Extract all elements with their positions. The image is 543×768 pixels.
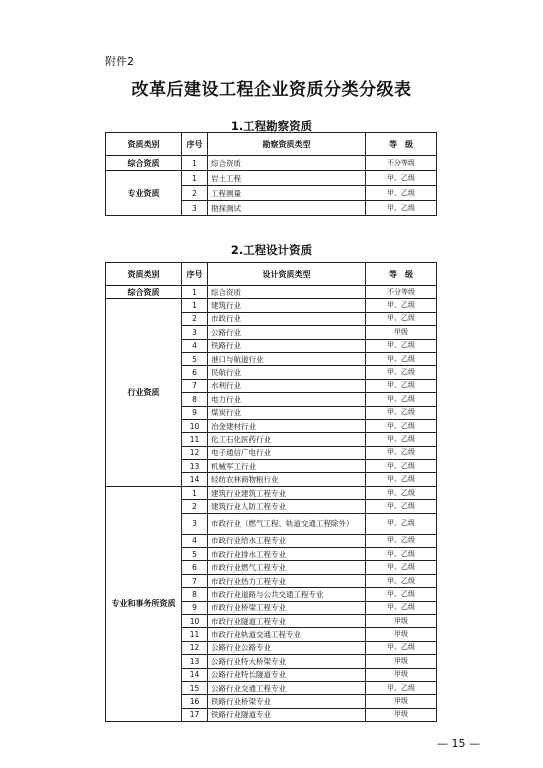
type-cell: 综合资质 <box>208 156 366 171</box>
number-cell: 10 <box>182 614 208 627</box>
grade-cell: 甲、乙级 <box>366 473 437 486</box>
type-cell: 建筑行业人防工程专业 <box>208 500 366 513</box>
grade-cell: 甲、乙级 <box>366 500 437 513</box>
type-cell: 轻纺农林商物粮行业 <box>208 473 366 486</box>
grade-cell: 甲级 <box>366 655 437 668</box>
grade-cell: 甲、乙级 <box>366 561 437 574</box>
type-cell: 勘探测试 <box>208 201 366 216</box>
number-cell: 14 <box>182 473 208 486</box>
type-cell: 市政行业道路与公共交通工程专业 <box>208 588 366 601</box>
type-cell: 市政行业轨道交通工程专业 <box>208 628 366 641</box>
type-cell: 公路行业特大桥梁专业 <box>208 655 366 668</box>
grade-cell: 甲、乙级 <box>366 588 437 601</box>
number-cell: 13 <box>182 655 208 668</box>
type-cell: 化工石化医药行业 <box>208 433 366 446</box>
type-cell: 岩土工程 <box>208 171 366 186</box>
number-cell: 6 <box>182 366 208 379</box>
column-header-number: 序号 <box>182 133 208 156</box>
grade-cell: 甲、乙级 <box>366 534 437 547</box>
document-title: 改革后建设工程企业资质分类分级表 <box>131 80 412 100</box>
number-cell: 4 <box>182 534 208 547</box>
type-cell: 电力行业 <box>208 393 366 406</box>
number-cell: 3 <box>182 201 208 216</box>
type-cell: 公路行业交通工程专业 <box>208 681 366 694</box>
number-cell: 8 <box>182 588 208 601</box>
number-cell: 1 <box>182 171 208 186</box>
number-cell: 9 <box>182 406 208 419</box>
number-cell: 8 <box>182 393 208 406</box>
number-cell: 7 <box>182 574 208 587</box>
grade-cell: 甲、乙级 <box>366 574 437 587</box>
number-cell: 11 <box>182 433 208 446</box>
grade-cell: 甲级 <box>366 614 437 627</box>
grade-cell: 甲、乙级 <box>366 681 437 694</box>
grade-cell: 不分等级 <box>366 156 437 171</box>
grade-cell: 甲、乙级 <box>366 339 437 352</box>
grade-cell: 甲级 <box>366 708 437 721</box>
number-cell: 7 <box>182 379 208 392</box>
grade-cell: 甲、乙级 <box>366 433 437 446</box>
category-cell: 综合资质 <box>106 156 182 171</box>
column-header-grade: 等 级 <box>366 133 437 156</box>
column-header-category: 资质类别 <box>106 263 182 286</box>
category-cell: 专业资质 <box>106 171 182 216</box>
grade-cell: 甲级 <box>366 326 437 339</box>
grade-cell: 不分等级 <box>366 286 437 299</box>
grade-cell: 甲、乙级 <box>366 299 437 312</box>
grade-cell: 甲、乙级 <box>366 201 437 216</box>
table-row <box>106 486 437 499</box>
number-cell: 17 <box>182 708 208 721</box>
number-cell: 2 <box>182 186 208 201</box>
type-cell: 煤炭行业 <box>208 406 366 419</box>
grade-cell: 甲、乙级 <box>366 379 437 392</box>
grade-cell: 甲、乙级 <box>366 186 437 201</box>
type-cell: 铁路行业 <box>208 339 366 352</box>
column-header-type: 勘察资质类型 <box>208 133 366 156</box>
category-cell: 行业资质 <box>106 299 182 486</box>
type-cell: 建筑行业 <box>208 299 366 312</box>
number-cell: 16 <box>182 695 208 708</box>
grade-cell: 甲、乙级 <box>366 548 437 561</box>
table-row <box>106 171 437 186</box>
design-section-heading: 2.工程设计资质 <box>230 243 313 257</box>
column-header-category: 资质类别 <box>106 133 182 156</box>
type-cell: 市政行业热力工程专业 <box>208 574 366 587</box>
grade-cell: 甲、乙级 <box>366 406 437 419</box>
type-cell: 电子通信广电行业 <box>208 446 366 459</box>
grade-cell: 甲、乙级 <box>366 312 437 325</box>
type-cell: 市政行业桥梁工程专业 <box>208 601 366 614</box>
number-cell: 12 <box>182 446 208 459</box>
grade-cell: 甲级 <box>366 695 437 708</box>
page-number: — 15 — <box>437 737 480 750</box>
type-cell: 冶金建材行业 <box>208 419 366 432</box>
grade-cell: 甲级 <box>366 668 437 681</box>
survey-section-heading: 1.工程勘察资质 <box>230 119 313 133</box>
number-cell: 10 <box>182 419 208 432</box>
type-cell: 铁路行业隧道专业 <box>208 708 366 721</box>
column-header-grade: 等 级 <box>366 263 437 286</box>
number-cell: 2 <box>182 312 208 325</box>
number-cell: 2 <box>182 500 208 513</box>
number-cell: 14 <box>182 668 208 681</box>
grade-cell: 甲、乙级 <box>366 641 437 654</box>
column-header-number: 序号 <box>182 263 208 286</box>
table-row <box>106 156 437 171</box>
type-cell: 公路行业特长隧道专业 <box>208 668 366 681</box>
type-cell: 公路行业 <box>208 326 366 339</box>
number-cell: 13 <box>182 460 208 473</box>
type-cell: 公路行业公路专业 <box>208 641 366 654</box>
design-qualification-table <box>105 262 437 722</box>
grade-cell: 甲、乙级 <box>366 460 437 473</box>
type-cell: 铁路行业桥梁专业 <box>208 695 366 708</box>
type-cell: 市政行业隧道工程专业 <box>208 614 366 627</box>
number-cell: 6 <box>182 561 208 574</box>
number-cell: 1 <box>182 156 208 171</box>
type-cell: 市政行业（燃气工程、轨道交通工程除外） <box>208 513 366 534</box>
type-cell: 市政行业排水工程专业 <box>208 548 366 561</box>
number-cell: 3 <box>182 513 208 534</box>
type-cell: 水利行业 <box>208 379 366 392</box>
type-cell: 市政行业给水工程专业 <box>208 534 366 547</box>
number-cell: 1 <box>182 299 208 312</box>
number-cell: 5 <box>182 548 208 561</box>
grade-cell: 甲、乙级 <box>366 352 437 365</box>
grade-cell: 甲级 <box>366 628 437 641</box>
grade-cell: 甲、乙级 <box>366 419 437 432</box>
type-cell: 综合资质 <box>208 286 366 299</box>
number-cell: 5 <box>182 352 208 365</box>
table-row <box>106 286 437 299</box>
type-cell: 机械军工行业 <box>208 460 366 473</box>
number-cell: 1 <box>182 486 208 499</box>
survey-qualification-table <box>105 132 437 216</box>
type-cell: 建筑行业建筑工程专业 <box>208 486 366 499</box>
grade-cell: 甲、乙级 <box>366 446 437 459</box>
grade-cell: 甲、乙级 <box>366 366 437 379</box>
grade-cell: 甲、乙级 <box>366 486 437 499</box>
type-cell: 民航行业 <box>208 366 366 379</box>
number-cell: 4 <box>182 339 208 352</box>
column-header-type: 设计资质类型 <box>208 263 366 286</box>
grade-cell: 甲、乙级 <box>366 513 437 534</box>
type-cell: 港口与航道行业 <box>208 352 366 365</box>
number-cell: 1 <box>182 286 208 299</box>
type-cell: 市政行业燃气工程专业 <box>208 561 366 574</box>
type-cell: 工程测量 <box>208 186 366 201</box>
table-row <box>106 299 437 312</box>
number-cell: 3 <box>182 326 208 339</box>
category-cell: 专业和事务所资质 <box>106 486 182 721</box>
type-cell: 市政行业 <box>208 312 366 325</box>
grade-cell: 甲、乙级 <box>366 171 437 186</box>
number-cell: 9 <box>182 601 208 614</box>
number-cell: 11 <box>182 628 208 641</box>
grade-cell: 甲、乙级 <box>366 601 437 614</box>
attachment-label: 附件2 <box>105 55 134 68</box>
number-cell: 15 <box>182 681 208 694</box>
category-cell: 综合资质 <box>106 286 182 299</box>
number-cell: 12 <box>182 641 208 654</box>
grade-cell: 甲、乙级 <box>366 393 437 406</box>
